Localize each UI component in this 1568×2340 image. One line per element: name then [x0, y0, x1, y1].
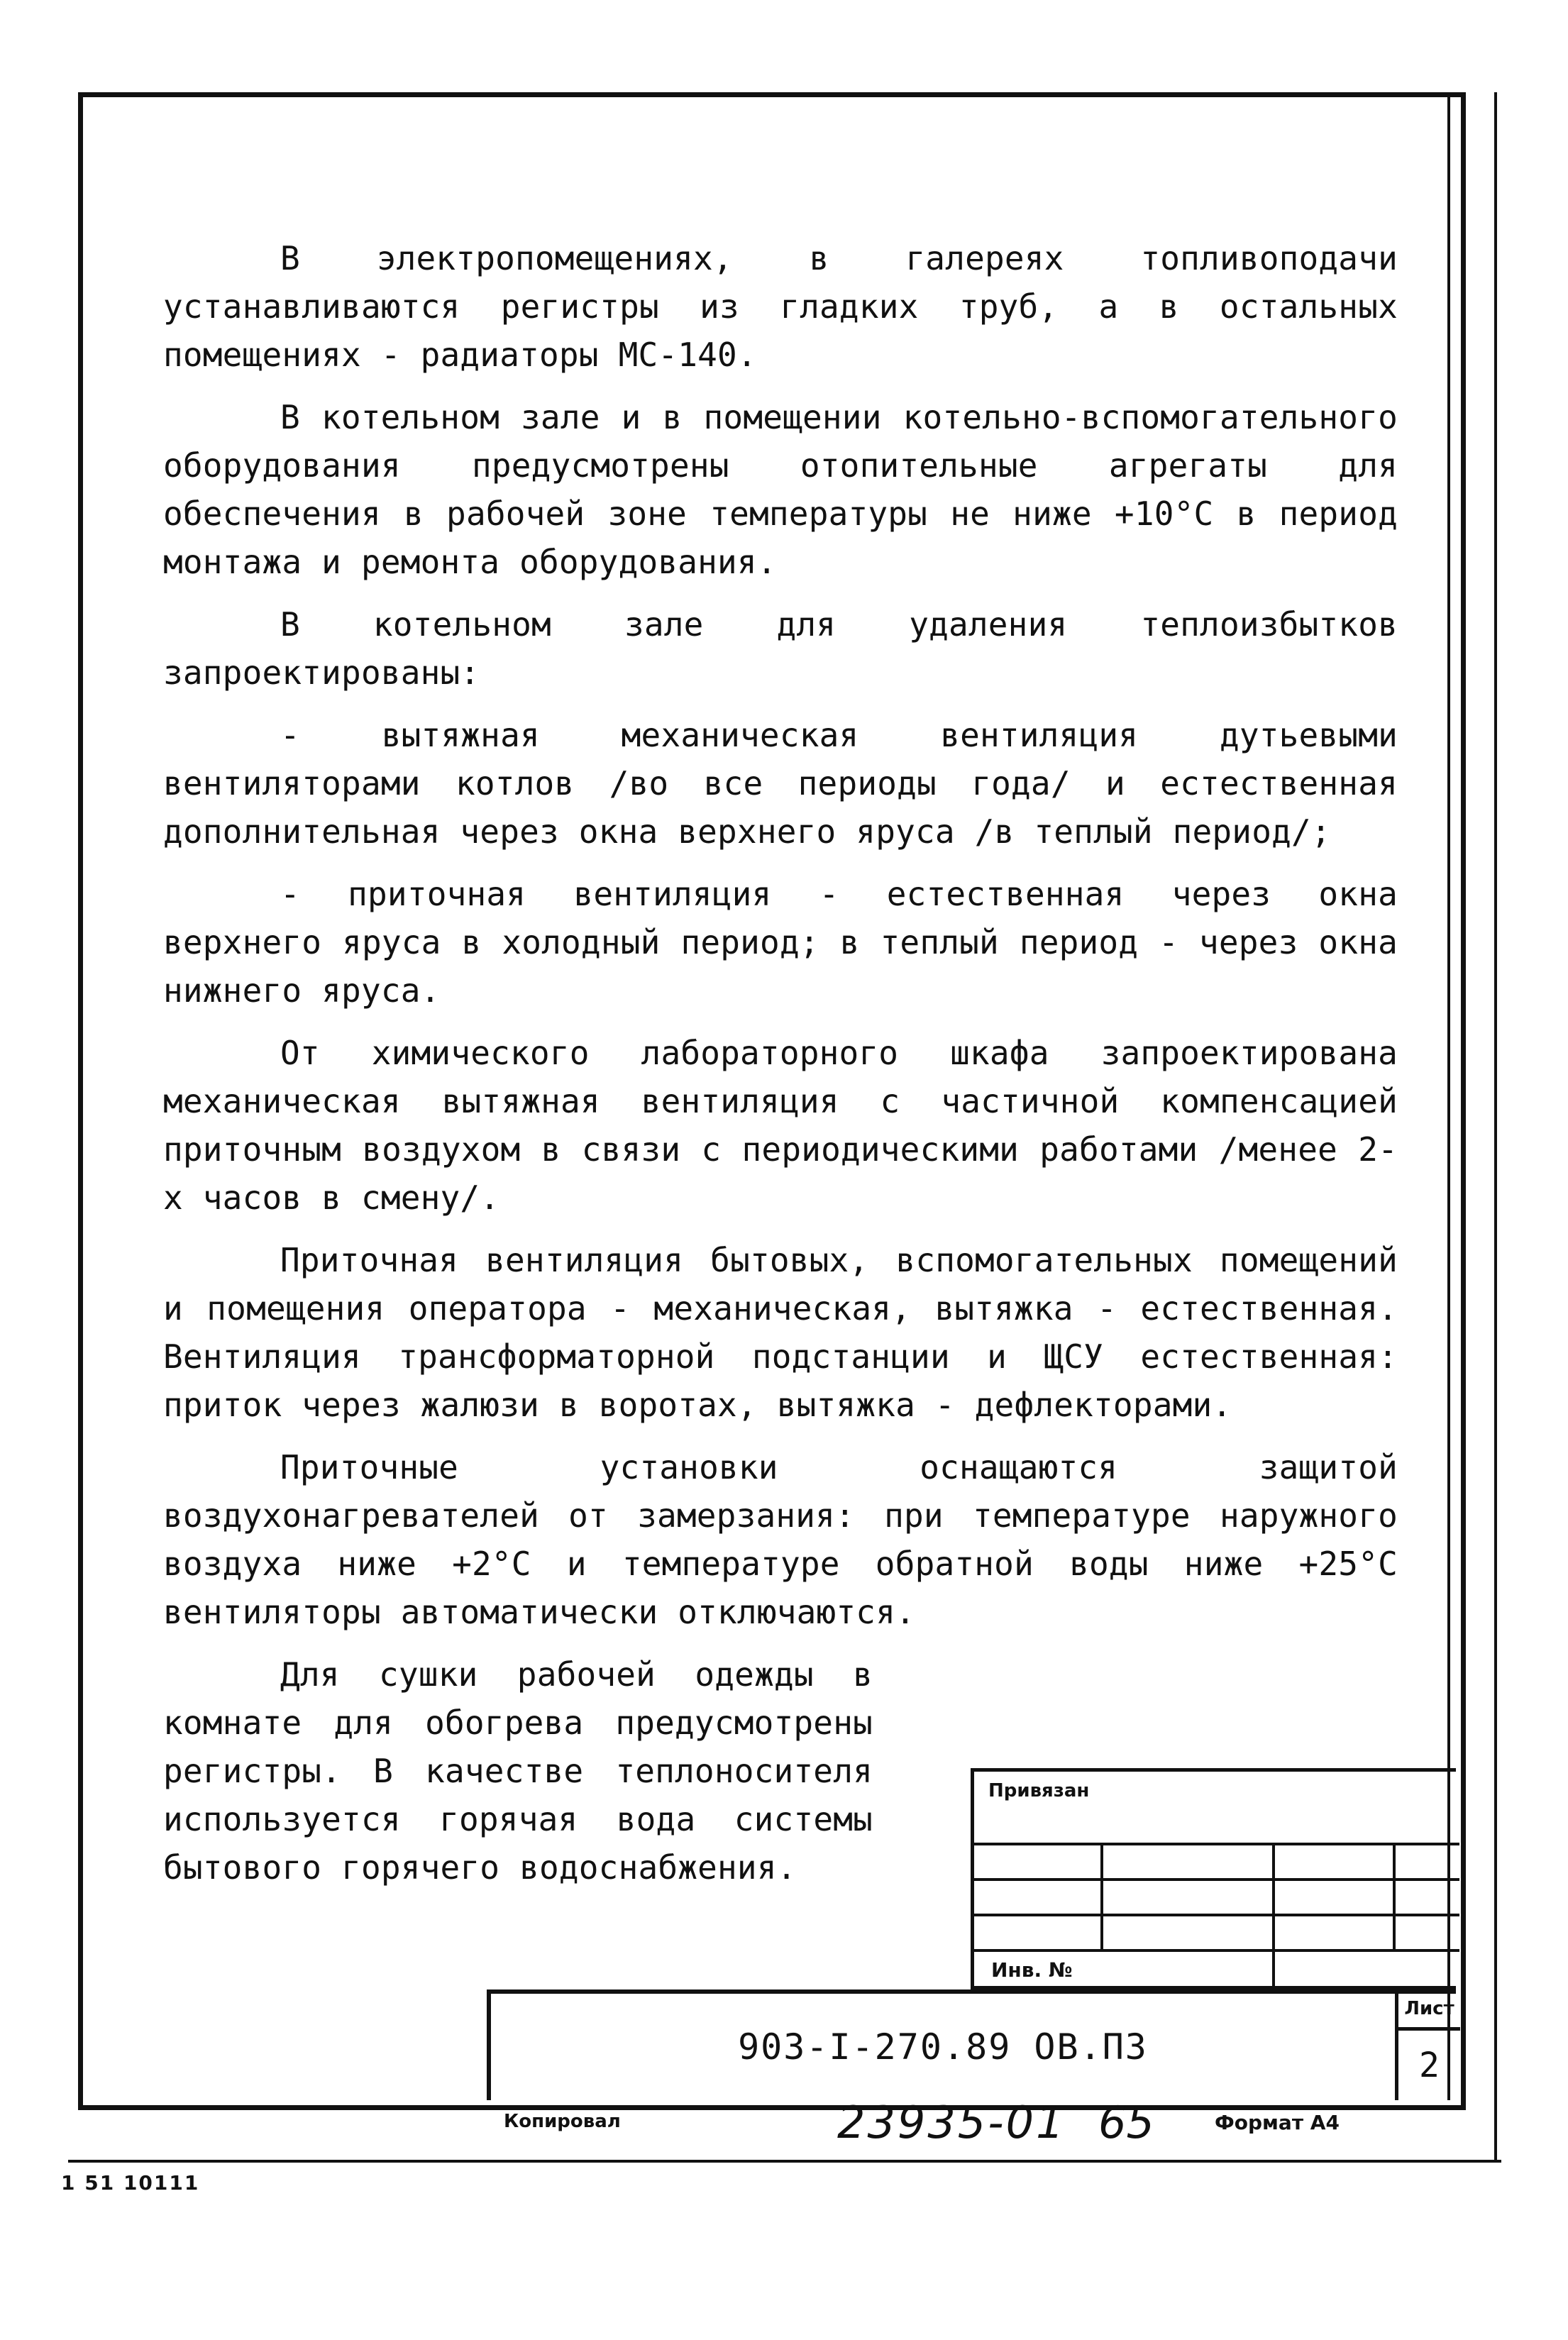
right-rule: [1494, 92, 1497, 2160]
bound-label: Привязан: [988, 1780, 1090, 1801]
copied-by-label: Копировал: [504, 2111, 621, 2132]
paragraph: В котельном зале для удаления теплоизбытков запроектированы:: [163, 605, 1398, 692]
binding-stamp: [971, 1768, 1456, 1989]
paragraph: - вытяжная механическая вентиляция дутьевыми вентиляторами котлов /во все периоды года/ и естественная дополнительная через окна верхнего яруса /в теплый период/;: [163, 716, 1398, 851]
document-code: 903-I-270.89 ОВ.ПЗ: [738, 2026, 1148, 2068]
paragraph: Приточная вентиляция бытовых, вспомогательных помещений и помещения оператора - механическая, вытяжка - естественная. Вентиляция трансформаторной подстанции и ЩСУ естественная: приток через жалюзи в воротах, вытяжка - дефлекторами.: [163, 1241, 1398, 1424]
bottom-rule: [68, 2160, 1501, 2163]
title-block: [487, 1989, 1456, 2100]
paragraph: - приточная вентиляция - естественная через окна верхнего яруса в холодный период; в теплый период - через окна нижнего яруса.: [163, 875, 1398, 1010]
format-label: Формат А4: [1215, 2111, 1340, 2134]
document-body: [163, 234, 1398, 1906]
sheet-cell: [1395, 1989, 1460, 2100]
paragraph: От химического лабораторного шкафа запроектирована механическая вытяжная вентиляция с частичной компенсацией приточным воздухом в связи с периодическими работами /менее 2-х часов в смену/.: [163, 1034, 1398, 1217]
handwritten-number: 23935-01: [837, 2097, 1066, 2148]
sheet-label: Лист: [1398, 1989, 1460, 2031]
paragraph: В котельном зале и в помещении котельно-вспомогательного оборудования предусмотрены отопительные агрегаты для обеспечения в рабочей зоне температуры не ниже +10°С в период монтажа и ремонта оборудования.: [163, 398, 1398, 581]
paragraph: В электропомещениях, в галереях топливоподачи устанавливаются регистры из гладких труб, а в остальных помещениях - радиаторы МС-140.: [163, 239, 1398, 374]
sheet-number: 2: [1419, 2046, 1440, 2085]
inventory-label: Инв. №: [991, 1958, 1073, 1982]
handwritten-page: 65: [1098, 2097, 1154, 2148]
paragraph: Приточные установки оснащаются защитой воздухонагревателей от замерзания: при температуре наружного воздуха ниже +2°С и температуре обратной воды ниже +25°С вентиляторы автоматически отключаются.: [163, 1448, 1398, 1631]
paragraph: Для сушки рабочей одежды в комнате для обогрева предусмотрены регистры. В качестве теплоносителя используется горячая вода системы бытового горячего водоснабжения.: [163, 1655, 873, 1887]
stamp-grid: [974, 1843, 1459, 1949]
corner-code: 1 51 10111: [61, 2171, 200, 2195]
